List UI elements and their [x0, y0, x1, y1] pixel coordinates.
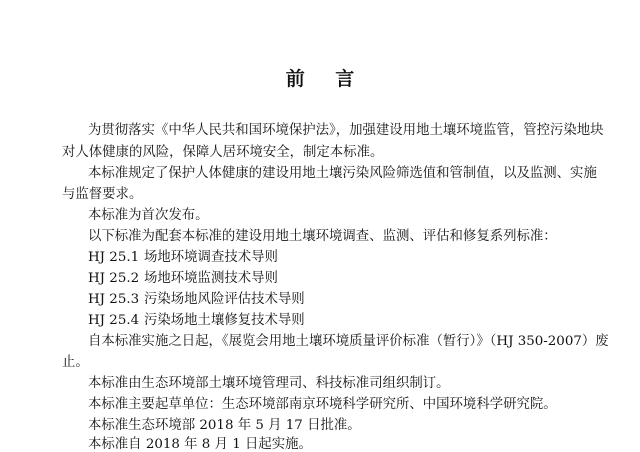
standard-list-item	[88, 272, 278, 285]
paragraph-line: 本标准由生态环境部土壤环境管理司、科技标准司组织制订。	[88, 376, 450, 391]
standard-code: HJ 25.2	[88, 271, 140, 286]
standard-list-item	[88, 251, 278, 264]
standard-list-item	[88, 293, 305, 306]
paragraph-line: 止。	[62, 355, 89, 370]
standard-name: 污染场地风险评估技术导则	[144, 292, 305, 307]
standard-code: HJ 25.3	[88, 292, 140, 307]
paragraph-line: 自本标准实施之日起，《展览会用地土壤环境质量评价标准（暂行）》（HJ 350-2007）废	[88, 334, 609, 349]
paragraph-line: 本标准自 2018 年 8 月 1 日起实施。	[88, 437, 312, 452]
standard-list-item	[88, 314, 305, 327]
paragraph-line: 对人体健康的风险，保障人居环境安全，制定本标准。	[62, 145, 384, 160]
paragraph-line: 与监督要求。	[62, 187, 143, 202]
paragraph-line: 本标准主要起草单位：生态环境部南京环境科学研究所、中国环境科学研究院。	[88, 397, 557, 412]
standard-name: 场地环境调查技术导则	[144, 250, 278, 265]
standard-code: HJ 25.4	[88, 313, 140, 328]
paragraph-line: 本标准规定了保护人体健康的建设用地土壤污染风险筛选值和管制值，以及监测、实施	[88, 166, 597, 181]
standard-name: 污染场地土壤修复技术导则	[144, 313, 305, 328]
page-title: 前 言	[285, 68, 367, 90]
standard-code: HJ 25.1	[88, 250, 140, 265]
standard-name: 场地环境监测技术导则	[144, 271, 278, 286]
paragraph-line: 以下标准为配套本标准的建设用地土壤环境调查、监测、评估和修复系列标准：	[88, 229, 557, 244]
paragraph-line: 本标准生态环境部 2018 年 5 月 17 日批准。	[88, 418, 361, 433]
paragraph-line: 本标准为首次发布。	[88, 208, 209, 223]
paragraph-line: 为贯彻落实《中华人民共和国环境保护法》，加强建设用地土壤环境监管，管控污染地块	[88, 123, 604, 138]
